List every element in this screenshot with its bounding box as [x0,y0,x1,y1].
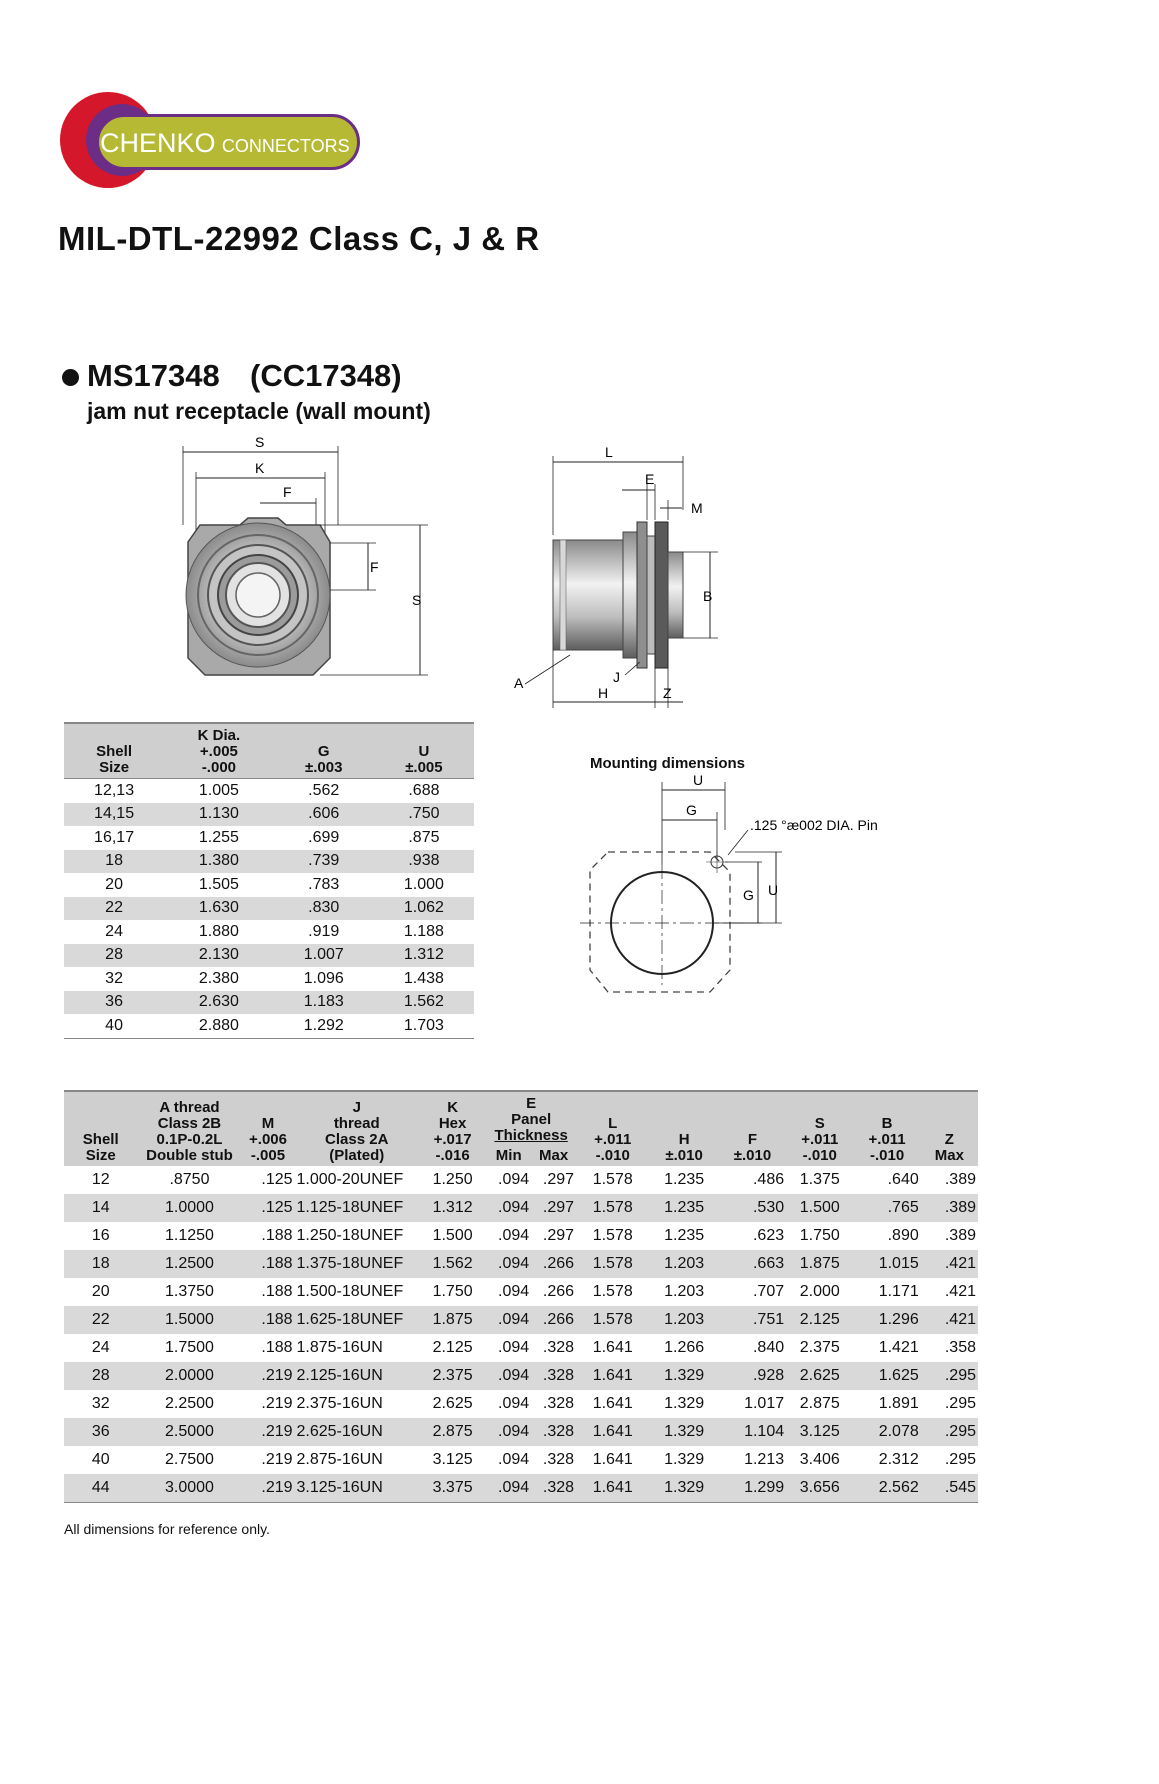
table-cell: 1.641 [576,1362,649,1390]
table-cell: 2.875 [799,1395,840,1412]
table-cell: 1.5000 [137,1306,241,1334]
table-cell: 1.880 [198,922,239,940]
dim-a-label: A [514,675,524,691]
bullet-icon [62,369,79,386]
table-cell: 1.266 [664,1339,705,1356]
table-cell: 2.875-16UN [296,1451,383,1468]
table-cell: 1.630 [164,897,274,921]
table-cell: .297 [542,1171,575,1188]
table-cell: .188 [241,1306,294,1334]
table-cell: .188 [261,1339,293,1356]
footnote: All dimensions for reference only. [64,1521,270,1537]
table-cell: 1.641 [576,1474,649,1503]
table-cell: 1.750 [799,1227,840,1244]
table-cell: 1.000 [403,875,444,893]
dim-m-label: M [691,500,703,516]
table-cell: 1.625-18UNEF [295,1306,419,1334]
table-cell: 1.562 [374,991,474,1015]
table-cell: 1.375 [799,1171,840,1188]
header-s: S +.011 -.010 [786,1091,853,1166]
table-cell: 32 [105,969,123,987]
table-cell: 1.188 [403,922,444,940]
table-cell: 2.625-16UN [295,1418,419,1446]
table-cell: 22 [64,897,164,921]
table-row [64,1306,978,1334]
table-cell: 2.880 [164,1014,274,1038]
table-cell: 1.1250 [164,1227,214,1244]
table-cell: 1.2500 [137,1250,241,1278]
table-cell: 14 [64,1194,137,1222]
table-cell: .094 [486,1306,531,1334]
table-cell: .928 [719,1362,786,1390]
table-cell: 28 [64,1362,137,1390]
table-cell: .328 [542,1339,575,1356]
table-cell: 1.235 [664,1227,705,1244]
table-cell: 1.250 [432,1171,473,1188]
table-cell: .530 [719,1194,786,1222]
table-cell: 1.203 [664,1283,705,1300]
table-row [64,897,474,921]
table-cell: 24 [105,922,123,940]
table-cell: 1.329 [649,1362,718,1390]
table-row [64,967,474,991]
table-cell: .266 [542,1283,575,1300]
table-cell: .125 [241,1194,294,1222]
table-cell: 1.641 [576,1418,649,1446]
table-cell: .765 [853,1194,920,1222]
table-header-row [64,1091,978,1144]
table-cell: .219 [261,1451,293,1468]
table-cell: 1.578 [576,1194,649,1222]
header-k-hex: K Hex +.017 -.016 [419,1091,486,1166]
table-row [64,1390,978,1418]
table-cell: 1.0000 [137,1194,241,1222]
table-cell: 1.312 [419,1194,486,1222]
table-cell: .328 [531,1362,576,1390]
table-cell: 1.875 [419,1306,486,1334]
table-cell: 18 [64,1250,137,1278]
table-cell: .389 [921,1194,978,1222]
table-cell: .094 [486,1250,531,1278]
header-a-thread: A thread Class 2B 0.1P-0.2L Double stub [137,1091,241,1166]
dim-j-label: J [613,669,620,685]
table-cell: 2.875 [419,1418,486,1446]
table-cell: 18 [64,850,164,874]
table-cell: 1.329 [664,1451,705,1468]
table-cell: 1.005 [198,781,239,799]
table-cell: .623 [752,1227,785,1244]
table-cell: 2.5000 [137,1418,241,1446]
part-description: jam nut receptacle (wall mount) [87,398,431,424]
table-cell: 3.125 [786,1418,853,1446]
table-cell: .188 [261,1227,293,1244]
table-cell: 36 [64,991,164,1015]
table-cell: .840 [752,1339,785,1356]
table-cell: .739 [274,850,374,874]
table-cell: 1.703 [374,1014,474,1038]
table-cell: 1.096 [303,969,344,987]
table-cell: 1.875 [786,1250,853,1278]
table-cell: .328 [542,1395,575,1412]
header-u: U ±.005 [374,723,474,779]
table-cell: 40 [91,1451,110,1468]
header-l: L +.011 -.010 [576,1091,649,1166]
table-cell: .219 [261,1395,293,1412]
table-cell: 12 [91,1171,110,1188]
dim-h-label: H [598,685,609,701]
table-cell: .421 [921,1250,978,1278]
table-cell: .486 [752,1171,785,1188]
header-shell-size: Shell Size [64,1091,137,1166]
table-cell: .640 [887,1171,919,1188]
table-cell: 1.578 [592,1227,633,1244]
table-row [64,991,474,1015]
table-cell: .094 [498,1283,530,1300]
table-cell: 1.578 [592,1283,633,1300]
dim-e-label: E [645,471,655,487]
table-cell: 20 [105,875,123,893]
table-cell: 32 [91,1395,110,1412]
header-g: G ±.003 [274,723,374,779]
table-cell: .606 [274,803,374,827]
table-header-row [64,723,474,779]
table-cell: 1.007 [274,944,374,968]
table-cell: 1.213 [744,1451,785,1468]
table-row [64,1446,978,1474]
table-cell: 2.125 [432,1339,473,1356]
table-cell: 3.125-16UN [295,1474,419,1503]
table-cell: 1.329 [649,1474,718,1503]
header-h: H ±.010 [649,1091,718,1166]
mount-u-top-label: U [693,772,704,788]
table-cell: 1.235 [664,1171,705,1188]
table-cell: 2.2500 [164,1395,214,1412]
table-cell: 1.375-18UNEF [295,1250,419,1278]
header-e-max: Max [531,1144,576,1166]
table-row [64,1194,978,1222]
table-cell: .094 [498,1395,530,1412]
table-cell: 1.015 [853,1250,920,1278]
table-cell: 2.0000 [137,1362,241,1390]
table-cell: .875 [408,828,440,846]
table-row [64,1250,978,1278]
table-cell: 1.235 [649,1194,718,1222]
table-cell: .295 [944,1451,976,1468]
table-cell: 2.625 [432,1395,473,1412]
table-cell: .297 [542,1227,575,1244]
table-cell: .188 [241,1250,294,1278]
table-cell: .751 [719,1306,786,1334]
table-row [64,873,474,897]
table-cell: .295 [944,1395,976,1412]
table-cell: 2.125 [786,1306,853,1334]
dim-b-label: B [703,588,713,604]
table-cell: 2.125-16UN [295,1362,419,1390]
table-cell: .699 [308,828,340,846]
table-cell: 2.375 [419,1362,486,1390]
table-cell: 40 [64,1014,164,1038]
table-cell: 2.000 [799,1283,840,1300]
dim-l-label: L [605,444,613,460]
table-cell: 1.438 [403,969,444,987]
table-cell: 1.3750 [164,1283,214,1300]
side-view-drawing [510,440,730,710]
header-j-thread: J thread Class 2A (Plated) [295,1091,419,1166]
table-row [64,803,474,827]
table-cell: 2.312 [878,1451,919,1468]
front-view-drawing [170,430,450,690]
table-cell: .219 [241,1362,294,1390]
dim-s-side-label: S [412,592,422,608]
table-row [64,1362,978,1390]
table-cell: 1.250-18UNEF [296,1227,404,1244]
table-cell: 2.375 [799,1339,840,1356]
table-cell: 16,17 [94,828,135,846]
table-cell: .094 [498,1451,530,1468]
table-cell: .750 [374,803,474,827]
table-cell: 1.062 [374,897,474,921]
table-cell: .328 [542,1451,575,1468]
table-cell: .188 [261,1283,293,1300]
table-cell: 1.292 [274,1014,374,1038]
table-cell: 1.500 [432,1227,473,1244]
dimensions-table-1 [64,722,474,1039]
table-cell: 1.104 [719,1418,786,1446]
dim-k-label: K [255,460,265,476]
table-cell: .890 [887,1227,919,1244]
table-cell: .707 [752,1283,785,1300]
table-cell: 20 [91,1283,110,1300]
table-cell: 1.380 [164,850,274,874]
table-cell: 2.562 [853,1474,920,1503]
table-cell: 1.183 [274,991,374,1015]
header-z: Z Max [921,1091,978,1166]
table-cell: .562 [308,781,340,799]
logo-text [100,128,350,159]
logo-brand: CHENKO [100,128,216,158]
table-row [64,1334,978,1362]
table-cell: 1.421 [878,1339,919,1356]
table-row [64,779,474,803]
table-row [64,1166,978,1194]
table-cell: 1.329 [649,1418,718,1446]
table-row [64,1222,978,1250]
table-cell: 1.578 [576,1250,649,1278]
table-cell: 1.578 [592,1171,633,1188]
part-number: MS17348 [87,358,220,393]
dim-s-top-label: S [255,434,265,450]
table-cell: .295 [921,1418,978,1446]
header-b: B +.011 -.010 [853,1091,920,1166]
table-cell: 1.255 [198,828,239,846]
table-cell: 1.875-16UN [296,1339,383,1356]
table-cell: .297 [531,1194,576,1222]
table-row [64,826,474,850]
table-cell: 24 [91,1339,110,1356]
table-cell: .295 [921,1362,978,1390]
table-cell: .094 [486,1418,531,1446]
logo-suffix: CONNECTORS [221,136,350,156]
table-cell: 1.017 [744,1395,785,1412]
header-m: M +.006 -.005 [241,1091,294,1166]
table-cell: .919 [308,922,340,940]
table-cell: .328 [531,1418,576,1446]
dim-f-top-label: F [283,484,292,500]
table-cell: 3.375 [419,1474,486,1503]
table-cell: 1.7500 [164,1339,214,1356]
table-cell: .783 [308,875,340,893]
table-cell: 1.203 [649,1250,718,1278]
table-cell: 16 [91,1227,110,1244]
table-cell: 1.296 [853,1306,920,1334]
table-cell: 44 [64,1474,137,1503]
table-cell: 2.380 [198,969,239,987]
table-cell: 3.656 [786,1474,853,1503]
mounting-dimensions-title: Mounting dimensions [590,755,745,772]
table-cell: 1.750 [432,1283,473,1300]
table-row [64,1278,978,1306]
page-title: MIL-DTL-22992 Class C, J & R [58,220,540,257]
table-cell: 2.130 [164,944,274,968]
table-cell: .830 [274,897,374,921]
table-cell: 1.299 [719,1474,786,1503]
table-cell: 12,13 [94,781,135,799]
table-cell: 2.7500 [164,1451,214,1468]
table-cell: 1.891 [878,1395,919,1412]
table-cell: 2.625 [786,1362,853,1390]
table-cell: 1.641 [592,1395,633,1412]
table-cell: .8750 [169,1171,210,1188]
table-cell: 1.641 [592,1339,633,1356]
table-cell: 1.641 [592,1451,633,1468]
mount-g-top-label: G [686,802,697,818]
table-cell: 1.625 [853,1362,920,1390]
header-e-min: Min [486,1144,531,1166]
mounting-drawing [580,770,920,1010]
table-cell: .545 [921,1474,978,1503]
table-cell: 3.0000 [137,1474,241,1503]
table-cell: .358 [944,1339,976,1356]
table-cell: .421 [921,1306,978,1334]
mount-u-side-label: U [768,882,779,898]
table-cell: .389 [944,1171,976,1188]
table-cell: 3.125 [432,1451,473,1468]
table-row [64,1474,978,1503]
table-cell: .219 [241,1474,294,1503]
table-row [64,944,474,968]
dimensions-table-2 [64,1090,978,1503]
alt-part-number: (CC17348) [250,358,402,393]
table-cell: 28 [64,944,164,968]
table-cell: .094 [486,1194,531,1222]
table-cell: 1.500-18UNEF [296,1283,404,1300]
header-shell-size: Shell Size [64,723,164,779]
table-2-body [64,1166,978,1503]
table-cell: .938 [374,850,474,874]
table-cell: .094 [498,1339,530,1356]
table-cell: 36 [64,1418,137,1446]
header-k-dia: K Dia. +.005 -.000 [164,723,274,779]
table-cell: .094 [498,1227,530,1244]
table-cell: .663 [719,1250,786,1278]
dim-f-side-label: F [370,559,379,575]
header-f: F ±.010 [719,1091,786,1166]
table-row [64,1418,978,1446]
table-cell: .688 [408,781,440,799]
table-cell: 2.078 [853,1418,920,1446]
mount-pin-note: .125 °æ002 DIA. Pin [750,817,878,833]
table-row [64,1014,474,1038]
table-cell: 1.000-20UNEF [296,1171,404,1188]
table-cell: .094 [498,1171,530,1188]
header-e-panel: E Panel Thickness [486,1091,576,1144]
table-cell: 1.562 [419,1250,486,1278]
table-cell: .328 [531,1474,576,1503]
table-cell: .389 [944,1227,976,1244]
table-cell: .094 [486,1362,531,1390]
table-cell: 2.375-16UN [296,1395,383,1412]
table-cell: .125 [261,1171,293,1188]
table-row [64,920,474,944]
table-cell: 1.130 [164,803,274,827]
table-cell: 1.329 [664,1395,705,1412]
mount-g-side-label: G [743,887,754,903]
table-cell: 22 [64,1306,137,1334]
table-cell: .266 [531,1306,576,1334]
table-cell: 1.578 [576,1306,649,1334]
table-cell: 1.171 [878,1283,919,1300]
table-cell: 1.203 [649,1306,718,1334]
table-cell: 14,15 [64,803,164,827]
table-cell: .094 [486,1474,531,1503]
table-cell: 1.312 [374,944,474,968]
table-cell: 3.406 [799,1451,840,1468]
table-cell: .266 [531,1250,576,1278]
table-cell: 1.500 [786,1194,853,1222]
table-cell: 1.125-18UNEF [295,1194,419,1222]
table-cell: .219 [241,1418,294,1446]
table-row [64,850,474,874]
table-1-body [64,779,474,1039]
table-cell: 1.505 [198,875,239,893]
dim-z-label: Z [663,685,672,701]
table-cell: 2.630 [164,991,274,1015]
table-cell: .421 [944,1283,976,1300]
